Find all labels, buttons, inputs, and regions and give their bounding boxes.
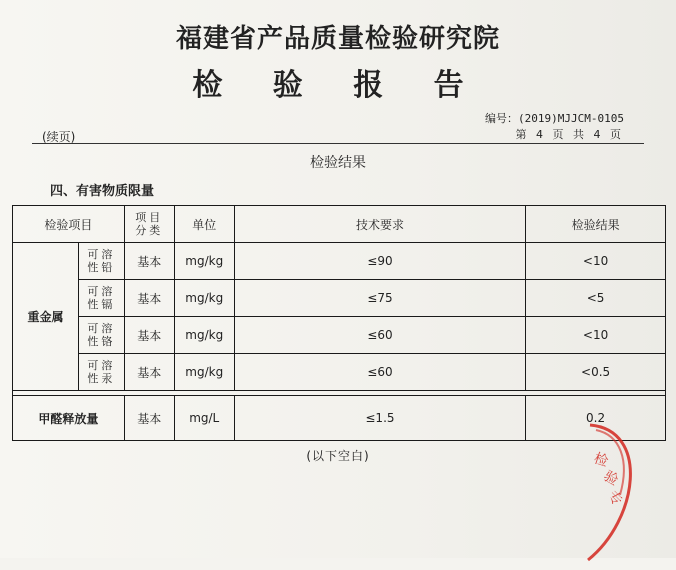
- blank-below-note: (以下空白): [306, 449, 370, 463]
- header-divider: [32, 143, 644, 144]
- table-header-row: [13, 206, 666, 243]
- header-result: 检验结果: [526, 206, 666, 243]
- page-info: 第 4 页 共 4 页: [515, 128, 624, 141]
- header-item: 检验项目: [13, 206, 125, 243]
- item-unit: mg/kg: [174, 243, 234, 280]
- item-name: 可溶 性铅: [78, 243, 124, 280]
- formaldehyde-unit: mg/L: [174, 396, 234, 441]
- item-name: 可溶 性铬: [78, 317, 124, 354]
- formaldehyde-class: 基本: [124, 396, 174, 441]
- seal-stamp-icon: [560, 400, 676, 570]
- header-unit: 单位: [174, 206, 234, 243]
- item-class: 基本: [124, 243, 174, 280]
- item-requirement: ≤60: [234, 317, 525, 354]
- item-class: 基本: [124, 317, 174, 354]
- institute-name: 福建省产品质量检验研究院: [175, 24, 500, 54]
- svg-text:检: 检: [591, 450, 611, 471]
- formaldehyde-result: 0.2: [526, 396, 666, 441]
- item-name: 可溶 性镉: [78, 280, 124, 317]
- report-title: 检 验 报 告: [192, 68, 484, 103]
- subsection-title: 四、有害物质限量: [50, 184, 155, 199]
- item-result: <10: [526, 243, 666, 280]
- header-requirement: 技术要求: [234, 206, 525, 243]
- item-result: <5: [526, 280, 666, 317]
- item-class: 基本: [124, 354, 174, 391]
- report-number: 编号：(2019)MJJCM-0105: [485, 112, 624, 125]
- item-unit: mg/kg: [174, 354, 234, 391]
- item-result: <0.5: [526, 354, 666, 391]
- item-requirement: ≤90: [234, 243, 525, 280]
- item-result: <10: [526, 317, 666, 354]
- group-heavy-metals: 重金属: [13, 243, 79, 391]
- table-row: [13, 317, 666, 354]
- continued-label: (续页): [42, 130, 76, 144]
- section-title: 检验结果: [310, 155, 366, 171]
- item-unit: mg/kg: [174, 280, 234, 317]
- table-row: [13, 280, 666, 317]
- svg-text:专: 专: [604, 488, 626, 510]
- item-unit: mg/kg: [174, 317, 234, 354]
- header-class: 项目 分类: [124, 206, 174, 243]
- table-row: [13, 354, 666, 391]
- item-requirement: ≤60: [234, 354, 525, 391]
- table-row: [13, 243, 666, 280]
- formaldehyde-name: 甲醛释放量: [13, 396, 125, 441]
- svg-text:验: 验: [600, 468, 621, 489]
- item-requirement: ≤75: [234, 280, 525, 317]
- item-name: 可溶 性汞: [78, 354, 124, 391]
- item-class: 基本: [124, 280, 174, 317]
- formaldehyde-requirement: ≤1.5: [234, 396, 525, 441]
